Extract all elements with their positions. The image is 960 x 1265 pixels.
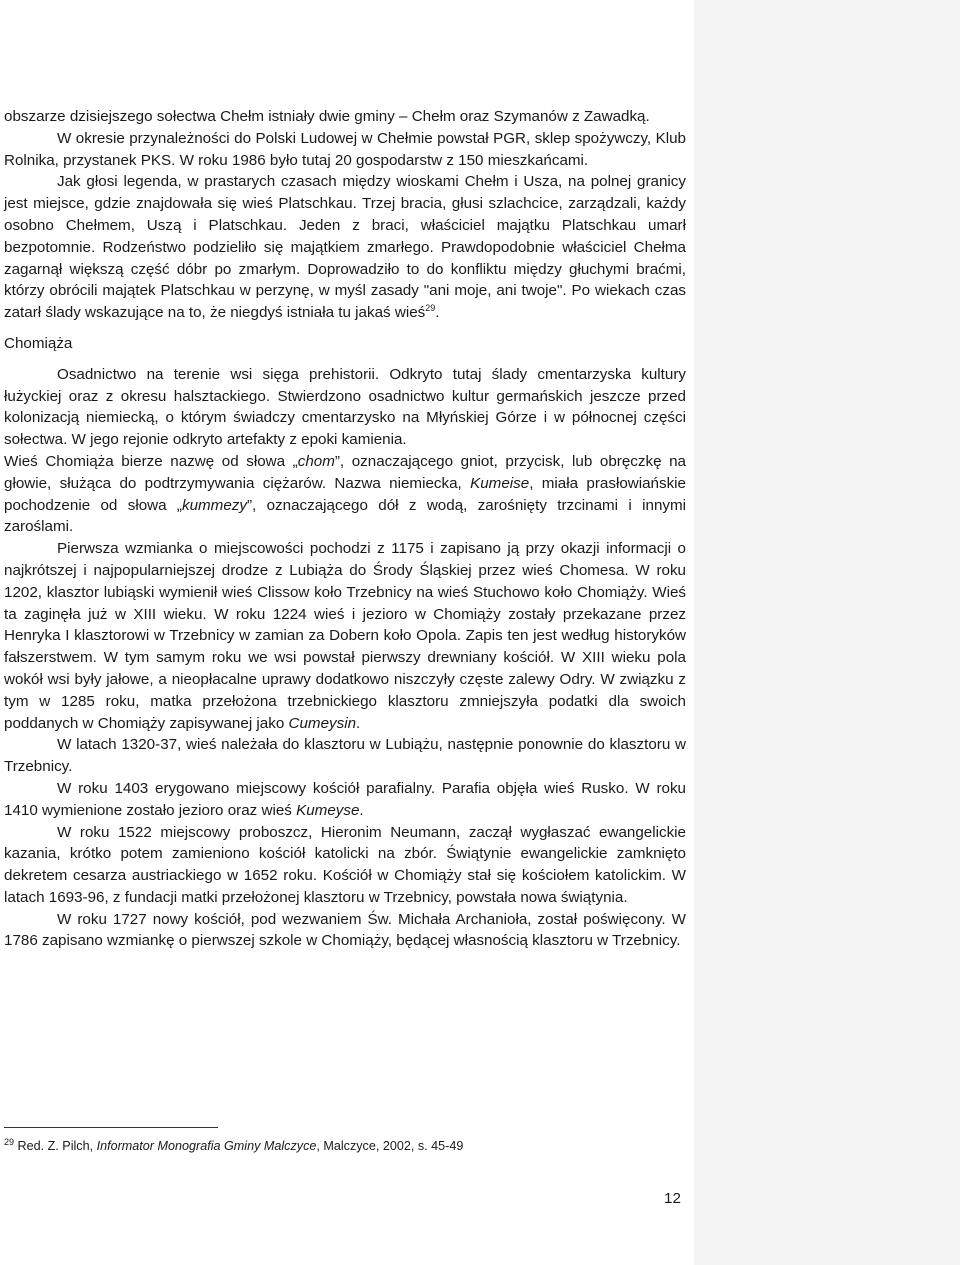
paragraph: Jak głosi legenda, w prastarych czasach między wioskami Chełm i Usza, na polnej granicy jest miejsce, gdzie znajdowała się wieś Platschkau. Trzej bracia, głusi szlachcice, zarządzali, każdy osobno Chełmem, Uszą i Platschkau. Jeden z braci, właściciel majątku Platschkau umarł bezpotomnie. Rodzeństwo podzieliło się majątkiem zmarłego. Prawdopodobnie właściciel Chełma zagarnął większą część dóbr po zmarłym. Doprowadziło to do konfliktu między głuchymi braćmi, którzy obrócili majątek Platschkau w perzynę, w myśl zasady "ani moje, ani twoje". Po wiekach czas zatarł ślady wskazujące na to, że niegdyś istniała tu jakaś wieś$^{29}$.: [4, 173, 686, 322]
text-run: Wieś Chomiąża bierze nazwę od słowa „: [4, 452, 298, 470]
text-run: ”, oznaczającego gniot, przycisk, lub obręczkę na głowie, służąca do podtrzymywania ciężarów. Nazwa niemiecka,: [4, 452, 686, 492]
footnote-separator: [4, 1127, 218, 1128]
paragraph: W latach 1320-37, wieś należała do klasztoru w Lubiążu, następnie ponownie do klasztoru w Trzebnicy.: [4, 736, 686, 776]
italic-term: Kumeise: [470, 474, 530, 492]
footnote-title: Informator Monografia Gminy Malczyce: [96, 1139, 317, 1153]
italic-term: chom: [297, 452, 335, 470]
paragraph: W okresie przynależności do Polski Ludowej w Chełmie powstał PGR, sklep spożywczy, Klub Rolnika, przystanek PKS. W roku 1986 było tutaj 20 gospodarstw z 150 mieszkańcami.: [4, 129, 686, 169]
italic-term: Kumeyse: [296, 801, 360, 819]
text-run: W roku 1403 erygowano miejscowy kościół parafialny. Parafia objęła wieś Rusko. W roku 1410 wymienione zostało jezioro oraz wieś: [4, 779, 686, 819]
paragraph: W roku 1522 miejscowy proboszcz, Hieronim Neumann, zaczął wygłaszać ewangelickie kazania, krótko potem zamieniono kościół katolicki na zbór. Świątynie ewangelickie zamknięto dekretem cesarza austriackiego w 1652 roku. Kościół w Chomiąży stał się kościołem katolickim. W latach 1693-96, z fundacji matki przełożonej klasztoru w Trzebnicy, powstała nowa świątynia.: [4, 823, 686, 906]
text-run: , miała prasłowiańskie pochodzenie od słowa „: [4, 474, 687, 514]
paragraph: W roku 1727 nowy kościół, pod wezwaniem Św. Michała Archanioła, został poświęcony. W 1786 zapisano wzmiankę o pierwszej szkole w Chomiąży, będącej własnością klasztoru w Trzebnicy.: [4, 910, 686, 950]
document-page: [4, 106, 686, 952]
page-number: 12: [664, 1190, 681, 1207]
text-run: Pierwsza wzmianka o miejscowości pochodzi z 1175 i zapisano ją przy okazji informacji o najkrótszej i najpopularniejszej drodze z Lubiąża do Środy Śląskiej przez wieś Chomesa. W roku 1202, klasztor lubiąski wymienił wieś Clissow koło Trzebnicy na wieś Stuchowo koło Chomiąży. Wieś ta zaginęła już w XIII wieku. W roku 1224 wieś i jezioro w Chomiąży zostały przekazane przez Henryka I klasztorowi w Trzebnicy w zamian za Dobern koło Opola. Zapis ten jest według historyków fałszerstwem. W tym samym roku we wsi powstał pierwszy drewniany kościół. W XIII wieku pola wokół wsi były jałowe, a nieopłacalne uprawy dodatkowo niszczyły częste zalewy Odry. W związku z tym w 1285 roku, matka przełożona trzebnickiego klasztoru zmniejszyła podatki dla swoich poddanych w Chomiąży zapisywanej jako: [4, 540, 686, 732]
italic-term: Cumeysin: [288, 714, 357, 732]
text-run: ”, oznaczającego dół z wodą, zarośnięty trzcinami i innymi zaroślami.: [4, 496, 687, 536]
paragraph: obszarze dzisiejszego sołectwa Chełm istniały dwie gminy – Chełm oraz Szymanów z Zawadką.: [4, 108, 650, 125]
footnote-author: Red. Z. Pilch,: [17, 1139, 97, 1153]
paragraph: Osadnictwo na terenie wsi sięga prehistorii. Odkryto tutaj ślady cmentarzyska kultury łużyckiej oraz z okresu halsztackiego. Stwierdzono osadnictwo kultur germańskich jeszcze przed kolonizacją niemiecką, o którym świadczy cmentarzysko na Młyńskiej Górze i w północnej części sołectwa. W jego rejonie odkryto artefakty z epoki kamienia.: [4, 365, 686, 449]
footnote-details: , Malczyce, 2002, s. 45-49: [316, 1139, 464, 1153]
footnote-number: 29: [4, 1136, 15, 1147]
paragraph: Pierwsza wzmianka o miejscowości pochodzi z 1175 i zapisano ją przy okazji informacji o najkrótszej i najpopularniejszej drodze z Lubiąża do Środy Śląskiej przez wieś Chomesa. W roku 1202, klasztor lubiąski wymienił wieś Clissow koło Trzebnicy na wieś Stuchowo koło Chomiąży. Wieś ta zaginęła już w XIII wieku. W roku 1224 wieś i jezioro w Chomiąży zostały przekazane przez Henryka I klasztorowi w Trzebnicy w zamian za Dobern koło Opola. Zapis ten jest według historyków fałszerstwem. W tym samym roku we wsi powstał pierwszy drewniany kościół. W XIII wieku pola wokół wsi były jałowe, a nieopłacalne uprawy dodatkowo niszczyły częste zalewy Odry. W związku z tym w 1285 roku, matka przełożona trzebnickiego klasztoru zmniejszyła podatki dla swoich poddanych w Chomiąży zapisywanej jako Cumeysin.: [4, 540, 686, 732]
paragraph: W roku 1403 erygowano miejscowy kościół parafialny. Parafia objęła wieś Rusko. W roku 1410 wymienione zostało jezioro oraz wieś Kumeyse.: [4, 779, 686, 819]
paragraph-text: Jak głosi legenda, w prastarych czasach między wioskami Chełm i Usza, na polnej granicy jest miejsce, gdzie znajdowała się wieś Platschkau. Trzej bracia, głusi szlachcice, zarządzali, każdy osobno Chełmem, Uszą i Platschkau. Jeden z braci, właściciel majątku Platschkau umarł bezpotomnie. Rodzeństwo podzieliło się majątkiem zmarłego. Prawdopodobnie właściciel Chełma zagarnął większą część dóbr po zmarłym. Doprowadziło to do konfliktu między głuchymi braćmi, którzy obrócili majątek Platschkau w perzynę, w myśl zasady "ani moje, ani twoje". Po wiekach czas zatarł ślady wskazujące na to, że niegdyś istniała tu jakaś wieś: [4, 173, 686, 322]
footnote: [4, 1137, 684, 1155]
paragraph: [4, 451, 686, 538]
right-margin-panel: [694, 0, 960, 1265]
section-heading: Chomiąża: [4, 334, 73, 352]
italic-term: kummezy: [181, 496, 247, 514]
footnote-ref: 29: [425, 303, 436, 314]
